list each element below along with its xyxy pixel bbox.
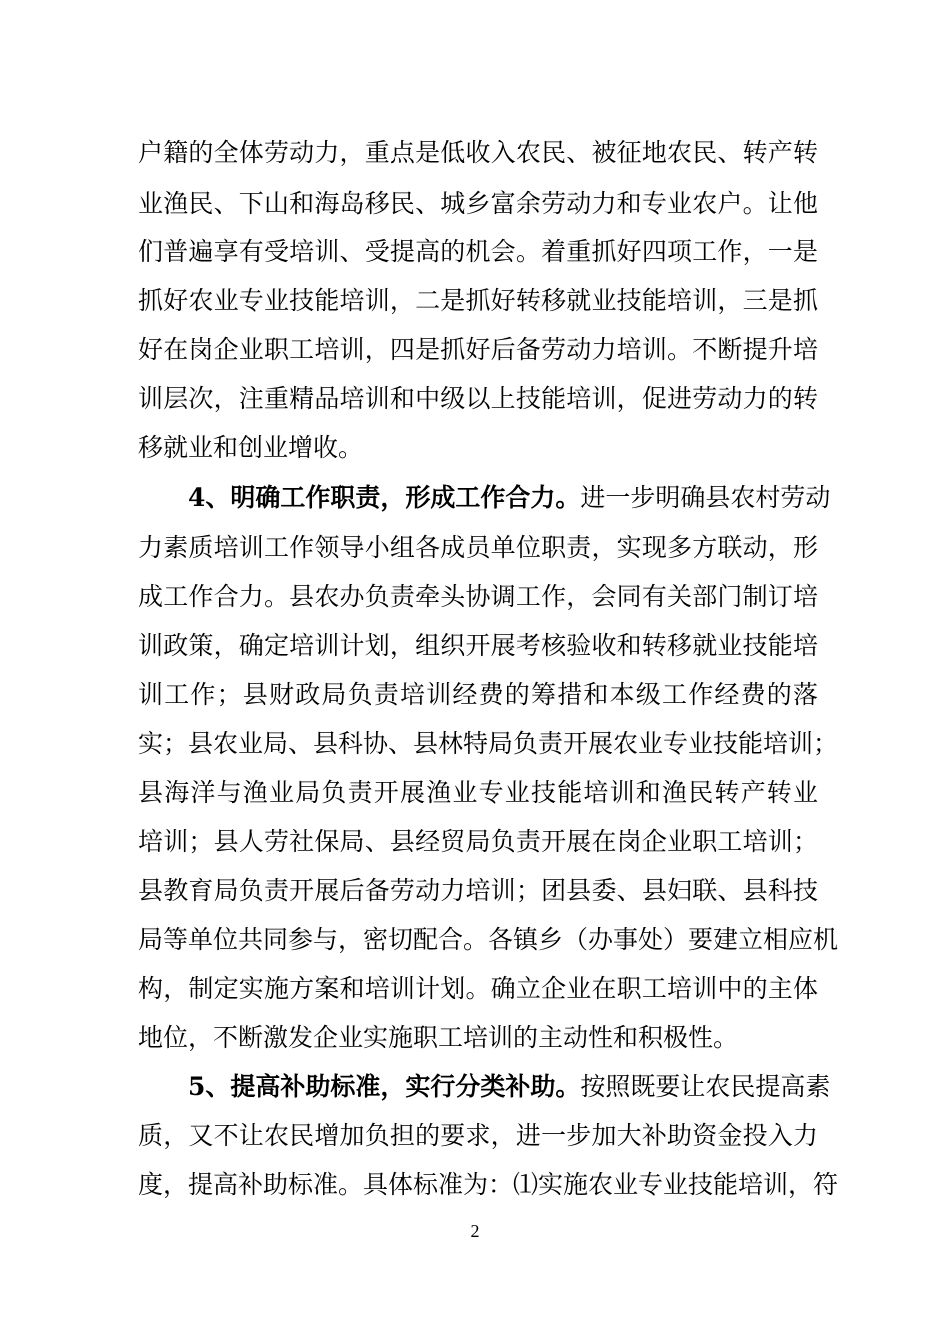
paragraph-2-line-10: 局等单位共同参与，密切配合。各镇乡（办事处）要建立相应机 [138, 925, 839, 954]
section-5-heading: 5、提高补助标准，实行分类补助。 [188, 1072, 581, 1101]
section-4-first-line-text: 进一步明确县农村劳动 [580, 483, 831, 512]
paragraph-3-line-2: 质，又不让农民增加负担的要求，进一步加大补助资金投入力 [138, 1121, 818, 1150]
page-number: 2 [470, 1221, 480, 1241]
paragraph-1-line-3: 们普遍享有受培训、受提高的机会。着重抓好四项工作，一是 [138, 237, 818, 266]
paragraph-2-line-7: 县海洋与渔业局负责开展渔业专业技能培训和渔民转产转业 [138, 778, 818, 807]
paragraph-2-line-9: 县教育局负责开展后备劳动力培训；团县委、县妇联、县科技 [138, 876, 818, 905]
section-5-first-line-text: 按照既要让农民提高素 [580, 1072, 831, 1101]
paragraph-1-line-5: 好在岗企业职工培训，四是抓好后备劳动力培训。不断提升培 [138, 335, 818, 364]
paragraph-1-line-2: 业渔民、下山和海岛移民、城乡富余劳动力和专业农户。让他 [138, 189, 818, 218]
paragraph-1-line-4: 抓好农业专业技能培训，二是抓好转移就业技能培训，三是抓 [138, 286, 818, 315]
paragraph-2-line-8: 培训；县人劳社保局、县经贸局负责开展在岗企业职工培训； [138, 827, 818, 856]
paragraph-1-line-1: 户籍的全体劳动力，重点是低收入农民、被征地农民、转产转 [138, 138, 818, 167]
paragraph-1-line-7: 移就业和创业增收。 [138, 433, 364, 462]
paragraph-1-line-6: 训层次，注重精品培训和中级以上技能培训，促进劳动力的转 [138, 384, 818, 413]
paragraph-2-line-2: 力素质培训工作领导小组各成员单位职责，实现多方联动，形 [138, 533, 818, 562]
paragraph-2-first-line [188, 480, 831, 516]
paragraph-2-line-5: 训工作；县财政局负责培训经费的筹措和本级工作经费的落 [138, 680, 818, 709]
paragraph-2-line-4: 训政策，确定培训计划，组织开展考核验收和转移就业技能培 [138, 631, 818, 660]
paragraph-3-line-3: 度，提高补助标准。具体标准为：⑴实施农业专业技能培训，符 [138, 1170, 839, 1199]
paragraph-2-line-11: 构，制定实施方案和培训计划。确立企业在职工培训中的主体 [138, 974, 818, 1003]
paragraph-3-first-line [188, 1069, 831, 1105]
paragraph-2-line-3: 成工作合力。县农办负责牵头协调工作，会同有关部门制订培 [138, 582, 818, 611]
paragraph-2-line-12: 地位，不断激发企业实施职工培训的主动性和积极性。 [138, 1023, 739, 1052]
paragraph-2-line-6: 实；县农业局、县科协、县林特局负责开展农业专业技能培训； [138, 729, 839, 758]
section-4-heading: 4、明确工作职责，形成工作合力。 [188, 483, 581, 512]
